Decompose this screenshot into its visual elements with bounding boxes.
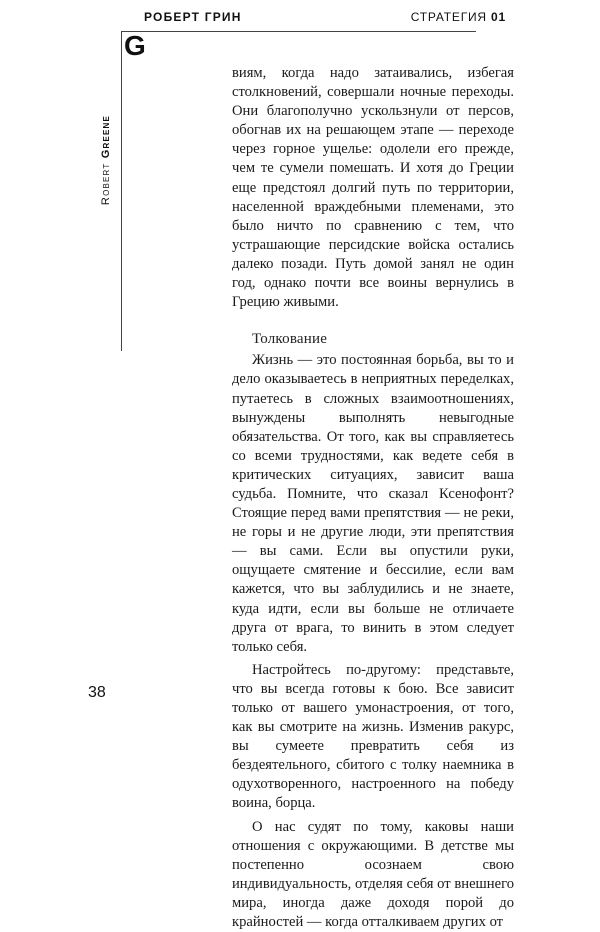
running-header-section bbox=[411, 10, 506, 24]
running-header-author: РОБЕРТ ГРИН bbox=[144, 10, 242, 24]
page-body bbox=[232, 64, 514, 932]
header-rule bbox=[121, 31, 476, 32]
author-first-name: Robert bbox=[100, 162, 112, 206]
chapter-number: 01 bbox=[491, 10, 506, 24]
vertical-author-name bbox=[100, 115, 112, 205]
publisher-logo-icon: G bbox=[124, 30, 146, 61]
intro-paragraph: виям, когда надо затаивались, избегая столкновений, совершали ночные переходы. Они благополучно ускользнули от персов, обогнав их на решающем этапе — переходе через горное ущелье: одолели его прежде, чем те сумели помешать. И хотя до Греции еще предстоял долгий путь по территории, населенной враждебными племенами, это было ничто по сравнению с тем, что устрашающие персидские войска остались далеко позади. Путь домой занял не один год, однако почти все воины вернулись в Грецию живыми. bbox=[232, 65, 514, 311]
body-paragraph-2: Настройтесь по-другому: представьте, что вы всегда готовы к бою. Все зависит только от вашего умонастроения, от того, как вы смотрите на жизнь. Изменив ракурс, вы сумеете превратить себя из бездеятельного, сбитого с толку наемника в одухотворенного, настроенного на победу воина, борца. bbox=[232, 661, 514, 812]
author-last-name: Greene bbox=[100, 114, 112, 159]
body-paragraph-3: О нас судят по тому, каковы наши отношения с окружающими. В детстве мы постепенно осознаем свою индивидуальность, отделяя себя от внешнего мира, иногда даже доходя порой до крайностей — когда отталкиваем других от bbox=[232, 818, 514, 931]
section-title: СТРАТЕГИЯ bbox=[410, 10, 487, 24]
page-number: 38 bbox=[88, 684, 106, 701]
margin-rule bbox=[121, 31, 122, 351]
body-paragraph-1: Жизнь — это постоянная борьба, вы то и дело оказываетесь в неприятных переделках, путаетесь в сложных взаимоотношениях, вынуждены выполнять невыгодные обязательства. От того, как вы справляетесь со всеми трудностями, как ведете себя в критических ситуациях, зависит ваша судьба. Помните, что сказал Ксенофонт? Стоящие перед вами препятствия — не реки, не горы и не другие люди, эти препятствия — вы сами. Если вы опустили руки, ощущаете смятение и бессилие, если вам кажется, что вы заблудились и не знаете, куда идти, если вы больше не отличаете друга от врага, то винить в этом следует только себя. bbox=[232, 352, 514, 655]
section-subheading: Толкование bbox=[252, 331, 328, 348]
